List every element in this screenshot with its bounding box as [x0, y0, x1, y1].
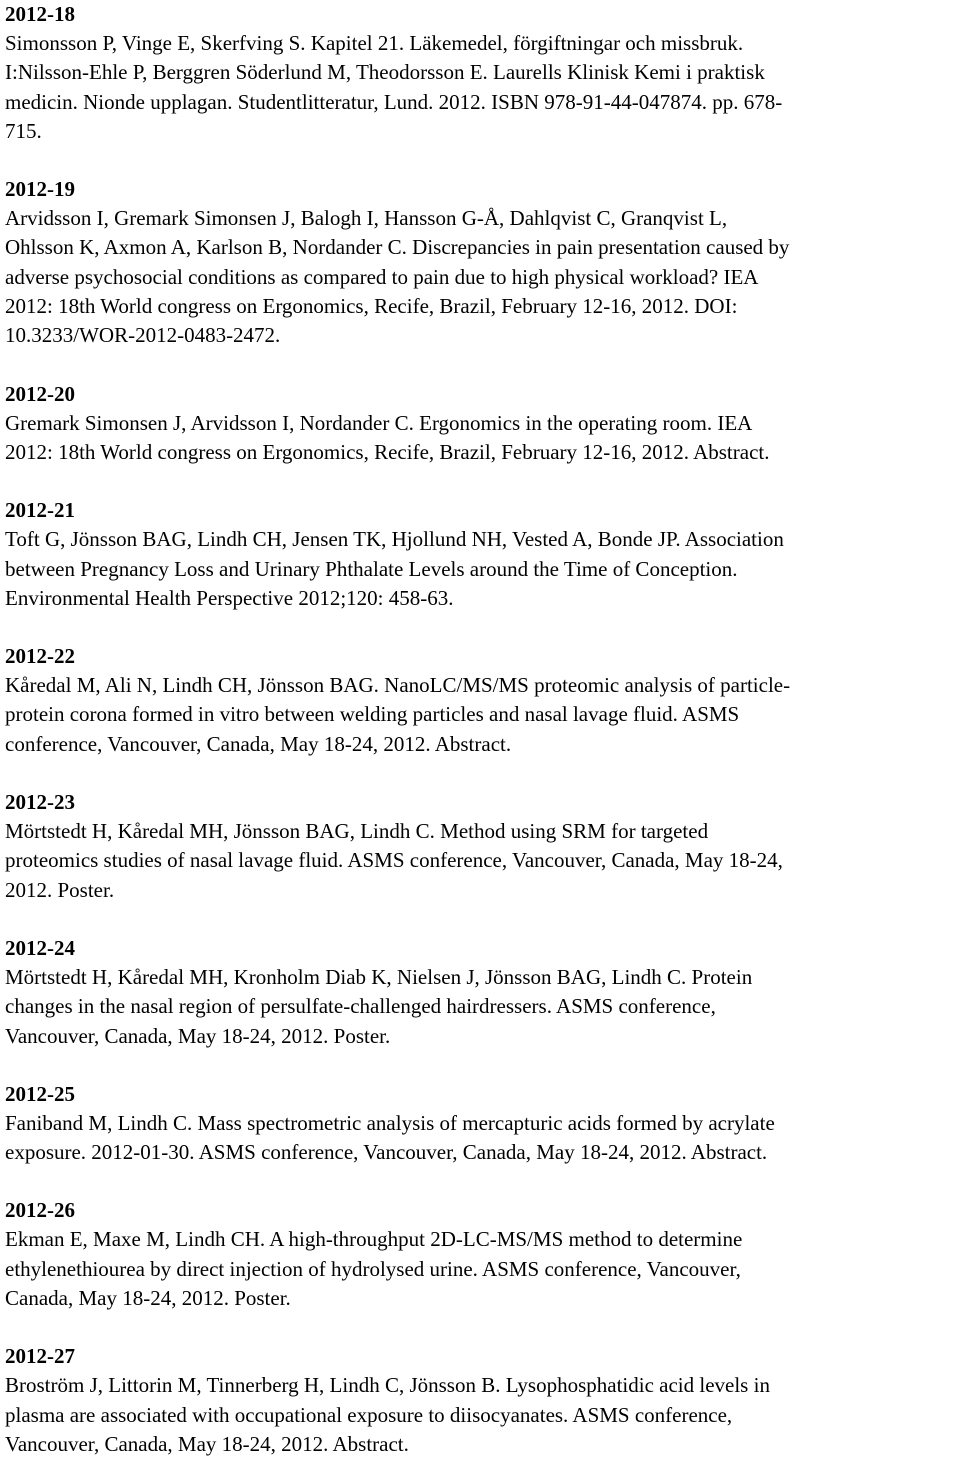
publication-entry	[5, 788, 960, 905]
entry-number: 2012-21	[5, 498, 75, 523]
entry-text-line: 10.3233/WOR-2012-0483-2472.	[5, 323, 281, 348]
entry-separator	[5, 905, 960, 934]
entry-text-line: Ohlsson K, Axmon A, Karlson B, Nordander C. Discrepancies in pain presentation caused by	[5, 235, 790, 260]
entry-separator	[5, 146, 960, 175]
entry-text-line: proteomics studies of nasal lavage fluid. ASMS conference, Vancouver, Canada, May 18-24,	[5, 848, 783, 873]
entry-text-line: Simonsson P, Vinge E, Skerfving S. Kapitel 21. Läkemedel, förgiftningar och missbruk.	[5, 31, 744, 55]
entry-separator	[5, 1051, 960, 1080]
entry-separator	[5, 759, 960, 788]
entry-text-line: exposure. 2012-01-30. ASMS conference, Vancouver, Canada, May 18-24, 2012. Abstract.	[5, 1140, 768, 1165]
entry-number: 2012-20	[5, 381, 75, 406]
entry-text-line: Canada, May 18-24, 2012. Poster.	[5, 1286, 291, 1311]
entry-text-line: 2012: 18th World congress on Ergonomics, Recife, Brazil, February 12-16, 2012. Abstract.	[5, 439, 770, 464]
publication-entry	[5, 496, 960, 613]
entry-text-line: protein corona formed in vitro between welding particles and nasal lavage fluid. ASMS	[5, 702, 740, 727]
publication-list	[5, 0, 960, 1459]
entry-separator	[5, 1313, 960, 1342]
entry-number: 2012-24	[5, 935, 75, 960]
entry-text-line: Ekman E, Maxe M, Lindh CH. A high-throughput 2D-LC-MS/MS method to determine	[5, 1227, 743, 1252]
entry-text-line: plasma are associated with occupational exposure to diisocyanates. ASMS conference,	[5, 1402, 733, 1427]
entry-text-line: changes in the nasal region of persulfate-challenged hairdressers. ASMS conference,	[5, 994, 716, 1019]
publication-entry	[5, 1196, 960, 1313]
entry-number: 2012-19	[5, 177, 75, 202]
entry-text-line: Environmental Health Perspective 2012;120: 458-63.	[5, 585, 454, 610]
entry-text-line: Mörtstedt H, Kåredal MH, Jönsson BAG, Lindh C. Method using SRM for targeted	[5, 819, 709, 844]
entry-text-line: Vancouver, Canada, May 18-24, 2012. Abstract.	[5, 1431, 409, 1456]
entry-number: 2012-25	[5, 1081, 75, 1106]
entry-text-line: Toft G, Jönsson BAG, Lindh CH, Jensen TK, Hjollund NH, Vested A, Bonde JP. Association	[5, 527, 784, 552]
entry-text-line: between Pregnancy Loss and Urinary Phthalate Levels around the Time of Conception.	[5, 556, 738, 581]
entry-number: 2012-27	[5, 1344, 75, 1369]
publication-entry	[5, 642, 960, 759]
entry-text-line: 2012. Poster.	[5, 877, 115, 902]
entry-text-line: Mörtstedt H, Kåredal MH, Kronholm Diab K, Nielsen J, Jönsson BAG, Lindh C. Protein	[5, 964, 753, 989]
entry-text-line: Broström J, Littorin M, Tinnerberg H, Lindh C, Jönsson B. Lysophosphatidic acid levels in	[5, 1373, 770, 1398]
entry-text-line: ethylenethiourea by direct injection of hydrolysed urine. ASMS conference, Vancouver,	[5, 1256, 741, 1281]
entry-text-line: 2012: 18th World congress on Ergonomics, Recife, Brazil, February 12-16, 2012. DOI:	[5, 294, 738, 319]
publication-entry	[5, 1080, 960, 1168]
publication-entry	[5, 1342, 960, 1459]
publication-entry	[5, 0, 960, 146]
entry-number: 2012-26	[5, 1198, 75, 1223]
entry-text-line: Gremark Simonsen J, Arvidsson I, Nordander C. Ergonomics in the operating room. IEA	[5, 410, 753, 435]
publication-entry	[5, 934, 960, 1051]
publication-entry	[5, 175, 960, 350]
entry-text-line: I:Nilsson-Ehle P, Berggren Söderlund M, Theodorsson E. Laurells Klinisk Kemi i praktisk	[5, 60, 765, 85]
entry-separator	[5, 1167, 960, 1196]
entry-text-line: 715.	[5, 118, 42, 143]
entry-separator	[5, 467, 960, 496]
entry-text-line: conference, Vancouver, Canada, May 18-24, 2012. Abstract.	[5, 731, 512, 756]
entry-number: 2012-22	[5, 644, 75, 669]
entry-text-line: Kåredal M, Ali N, Lindh CH, Jönsson BAG. NanoLC/MS/MS proteomic analysis of particle-	[5, 673, 791, 698]
publication-entry	[5, 380, 960, 468]
entry-text-line: Faniband M, Lindh C. Mass spectrometric analysis of mercapturic acids formed by acrylate	[5, 1110, 775, 1135]
entry-text-line: Arvidsson I, Gremark Simonsen J, Balogh I, Hansson G-Å, Dahlqvist C, Granqvist L,	[5, 206, 728, 231]
entry-separator	[5, 351, 960, 380]
entry-text-line: medicin. Nionde upplagan. Studentlitteratur, Lund. 2012. ISBN 978-91-44-047874. pp. 678-	[5, 89, 783, 114]
entry-text-line: adverse psychosocial conditions as compared to pain due to high physical workload? IEA	[5, 264, 759, 289]
entry-text-line: Vancouver, Canada, May 18-24, 2012. Poster.	[5, 1023, 391, 1048]
entry-number: 2012-23	[5, 790, 75, 815]
entry-separator	[5, 613, 960, 642]
entry-number: 2012-18	[5, 2, 75, 26]
